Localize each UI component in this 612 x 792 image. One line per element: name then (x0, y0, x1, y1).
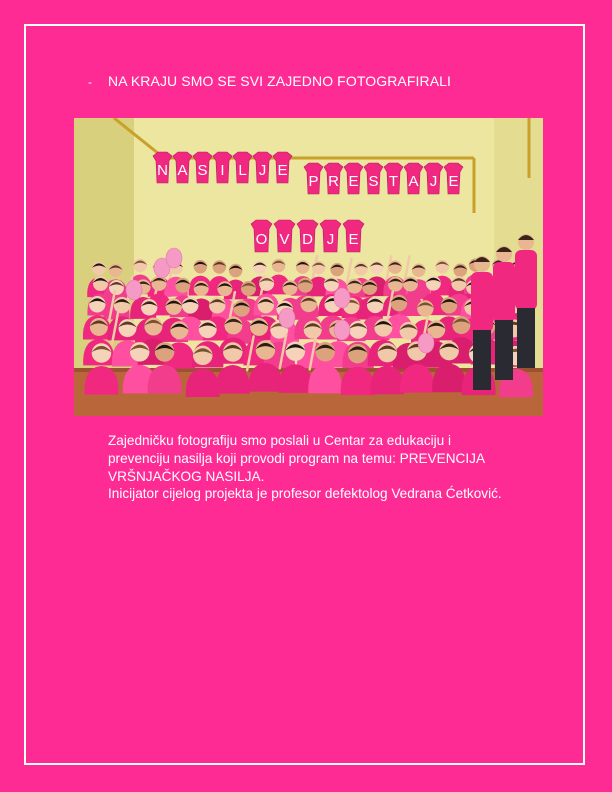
banner-letter: E (348, 231, 359, 248)
banner-letter: A (177, 162, 188, 179)
body-line-1: Zajedničku fotografiju smo poslali u Centar za edukaciju i (108, 433, 452, 448)
banner-letter: N (157, 162, 168, 179)
banner-row-3 (251, 220, 364, 252)
banner-letter: S (368, 173, 379, 190)
balloon (279, 308, 295, 328)
adult (515, 234, 537, 368)
banner-letter: J (326, 231, 335, 248)
banner-letter: I (220, 162, 225, 179)
banner-letter: O (255, 231, 268, 248)
balloon (418, 333, 434, 353)
banner-letter: D (302, 231, 313, 248)
balloon (334, 288, 350, 308)
group-photo (74, 118, 543, 416)
banner-letter: J (258, 162, 267, 179)
balloon (334, 320, 350, 340)
banner-letter: J (429, 173, 438, 190)
body-text (108, 432, 558, 503)
banner-letter: L (238, 162, 247, 179)
list-bullet: - (88, 75, 93, 89)
adult (471, 256, 493, 390)
body-line-3: VRŠNJAČKOG NASILJA. (108, 468, 265, 484)
balloon (166, 248, 182, 268)
banner-letter: T (388, 173, 399, 190)
banner-letter: E (348, 173, 359, 190)
banner-letter: A (408, 173, 419, 190)
heading-text: NA KRAJU SMO SE SVI ZAJEDNO FOTOGRAFIRALI (108, 73, 452, 89)
adult (493, 246, 515, 380)
balloon (126, 280, 142, 300)
body-line-2: prevenciju nasilja koji provodi program na temu: PREVENCIJA (108, 450, 486, 466)
banner-letter: E (448, 173, 459, 190)
heading-line (88, 73, 451, 89)
banner-letter: E (277, 162, 288, 179)
banner-letter: V (279, 231, 290, 248)
banner-letter: S (197, 162, 208, 179)
banner-letter: R (328, 173, 339, 190)
body-line-4: Inicijator cijelog projekta je profesor defektolog Vedrana Ćetković. (108, 486, 502, 502)
banner-letter: P (308, 173, 319, 190)
